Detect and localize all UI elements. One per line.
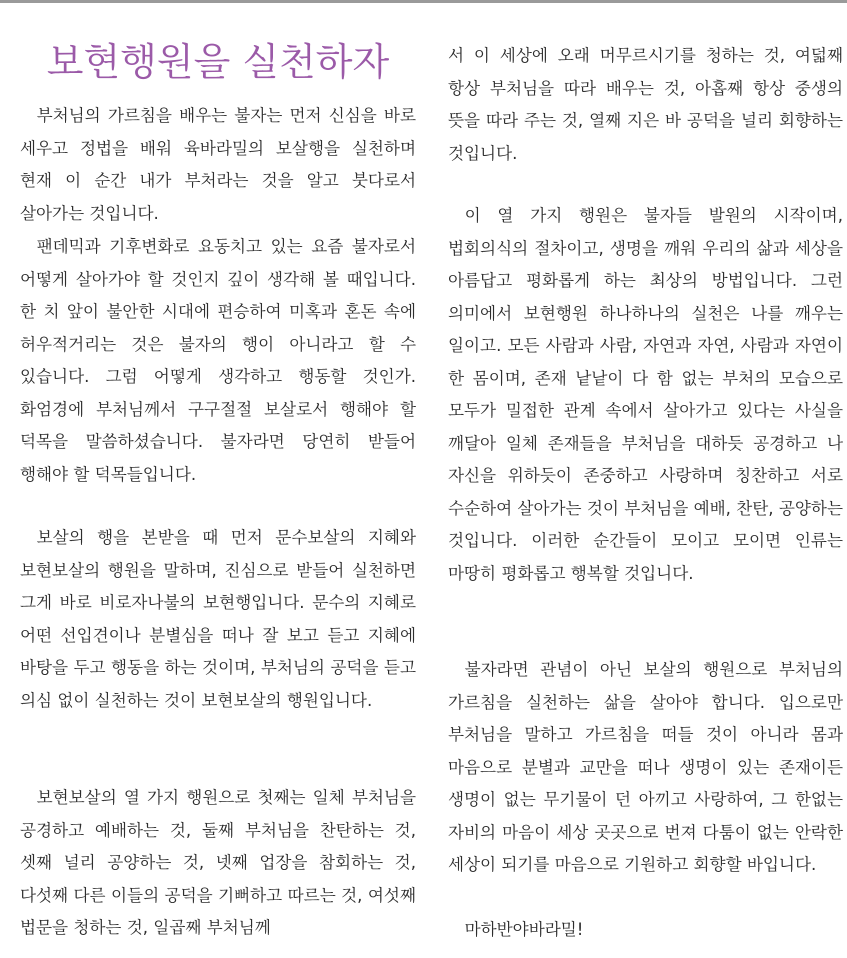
left-paragraph-1: 부처님의 가르침을 배우는 불자는 먼저 신심을 바로 세우고 정법을 배워 육바라밀의 보살행을 실천하며 현재 이 순간 내가 부처라는 것을 알고 붓다로서 살아가는 것입니다. bbox=[20, 106, 416, 223]
article-title: 보현행원을 실천하자 bbox=[46, 40, 390, 84]
right-paragraph-1: 서 이 세상에 오래 머무르시기를 청하는 것, 여덟째 항상 부처님을 따라 배우는 것, 아홉째 항상 중생의 뜻을 따라 주는 것, 열째 지은 바 공덕을 널리 회향하는 것입니다. bbox=[448, 46, 843, 163]
top-divider bbox=[0, 0, 847, 3]
left-paragraph-2: 팬데믹과 기후변화로 요동치고 있는 요즘 불자로서 어떻게 살아가야 할 것인지 깊이 생각해 볼 때입니다. 한 치 앞이 불안한 시대에 편승하여 미혹과 혼돈 속에 허우적거리는 것은 불자의 행이 아니라고 할 수 있습니다. 그럼 어떻게 생각하고 행동할 것인가. 화엄경에 부처님께서 구구절절 보살로서 행해야 할 덕목을 말씀하셨습니다. 불자라면 당연히 받들어 행해야 할 덕목들입니다. bbox=[20, 237, 416, 484]
left-paragraph-4: 보현보살의 열 가지 행원으로 첫째는 일체 부처님을 공경하고 예배하는 것, 둘째 부처님을 찬탄하는 것, 셋째 널리 공양하는 것, 넷째 업장을 참회하는 것, 다섯째 다른 이들의 공덕을 기뻐하고 따르는 것, 여섯째 법문을 청하는 것, 일곱째 부처님께 bbox=[20, 788, 416, 937]
left-paragraph-3: 보살의 행을 본받을 때 먼저 문수보살의 지혜와 보현보살의 행원을 말하며, 진심으로 받들어 실천하면 그게 바로 비로자나불의 보현행입니다. 문수의 지혜로 어떤 선입견이나 분별심을 떠나 잘 보고 듣고 지혜에 바탕을 두고 행동을 하는 것이며, 부처님의 공덕을 듣고 의심 없이 실천하는 것이 보현보살의 행원입니다. bbox=[20, 528, 416, 710]
right-paragraph-3: 불자라면 관념이 아닌 보살의 행원으로 부처님의 가르침을 실천하는 삶을 살아야 합니다. 입으로만 부처님을 말하고 가르침을 떠들 것이 아니라 몸과 마음으로 분별과 교만을 떠나 생명이 있는 존재이든 생명이 없는 무기물이 던 아끼고 사랑하여, 그 한없는 자비의 마음이 세상 곳곳으로 번져 다툼이 없는 안락한 세상이 되기를 마음으로 기원하고 회향할 바입니다. bbox=[448, 660, 843, 874]
right-paragraph-2: 이 열 가지 행원은 불자들 발원의 시작이며, 법회의식의 절차이고, 생명을 깨워 우리의 삶과 세상을 아름답고 평화롭게 하는 최상의 방법입니다. 그런 의미에서 보현행원 하나하나의 실천은 나를 깨우는 일이고. 모든 사람과 사람, 자연과 자연, 사람과 자연이 한 몸이며, 존재 낱낱이 다 함 없는 부처의 모습으로 모두가 밀접한 관계 속에서 살아가고 있다는 사실을 깨달아 일체 존재들을 부처님을 대하듯 공경하고 나 자신을 위하듯이 존중하고 사랑하며 칭찬하고 서로 수순하여 살아가는 것이 부처님을 예배, 찬탄, 공양하는 것입니다. 이러한 순간들이 모이고 모이면 인류는 마땅히 평화롭고 행복할 것입니다. bbox=[448, 206, 843, 583]
closing-line: 마하반야바라밀! bbox=[464, 920, 584, 939]
